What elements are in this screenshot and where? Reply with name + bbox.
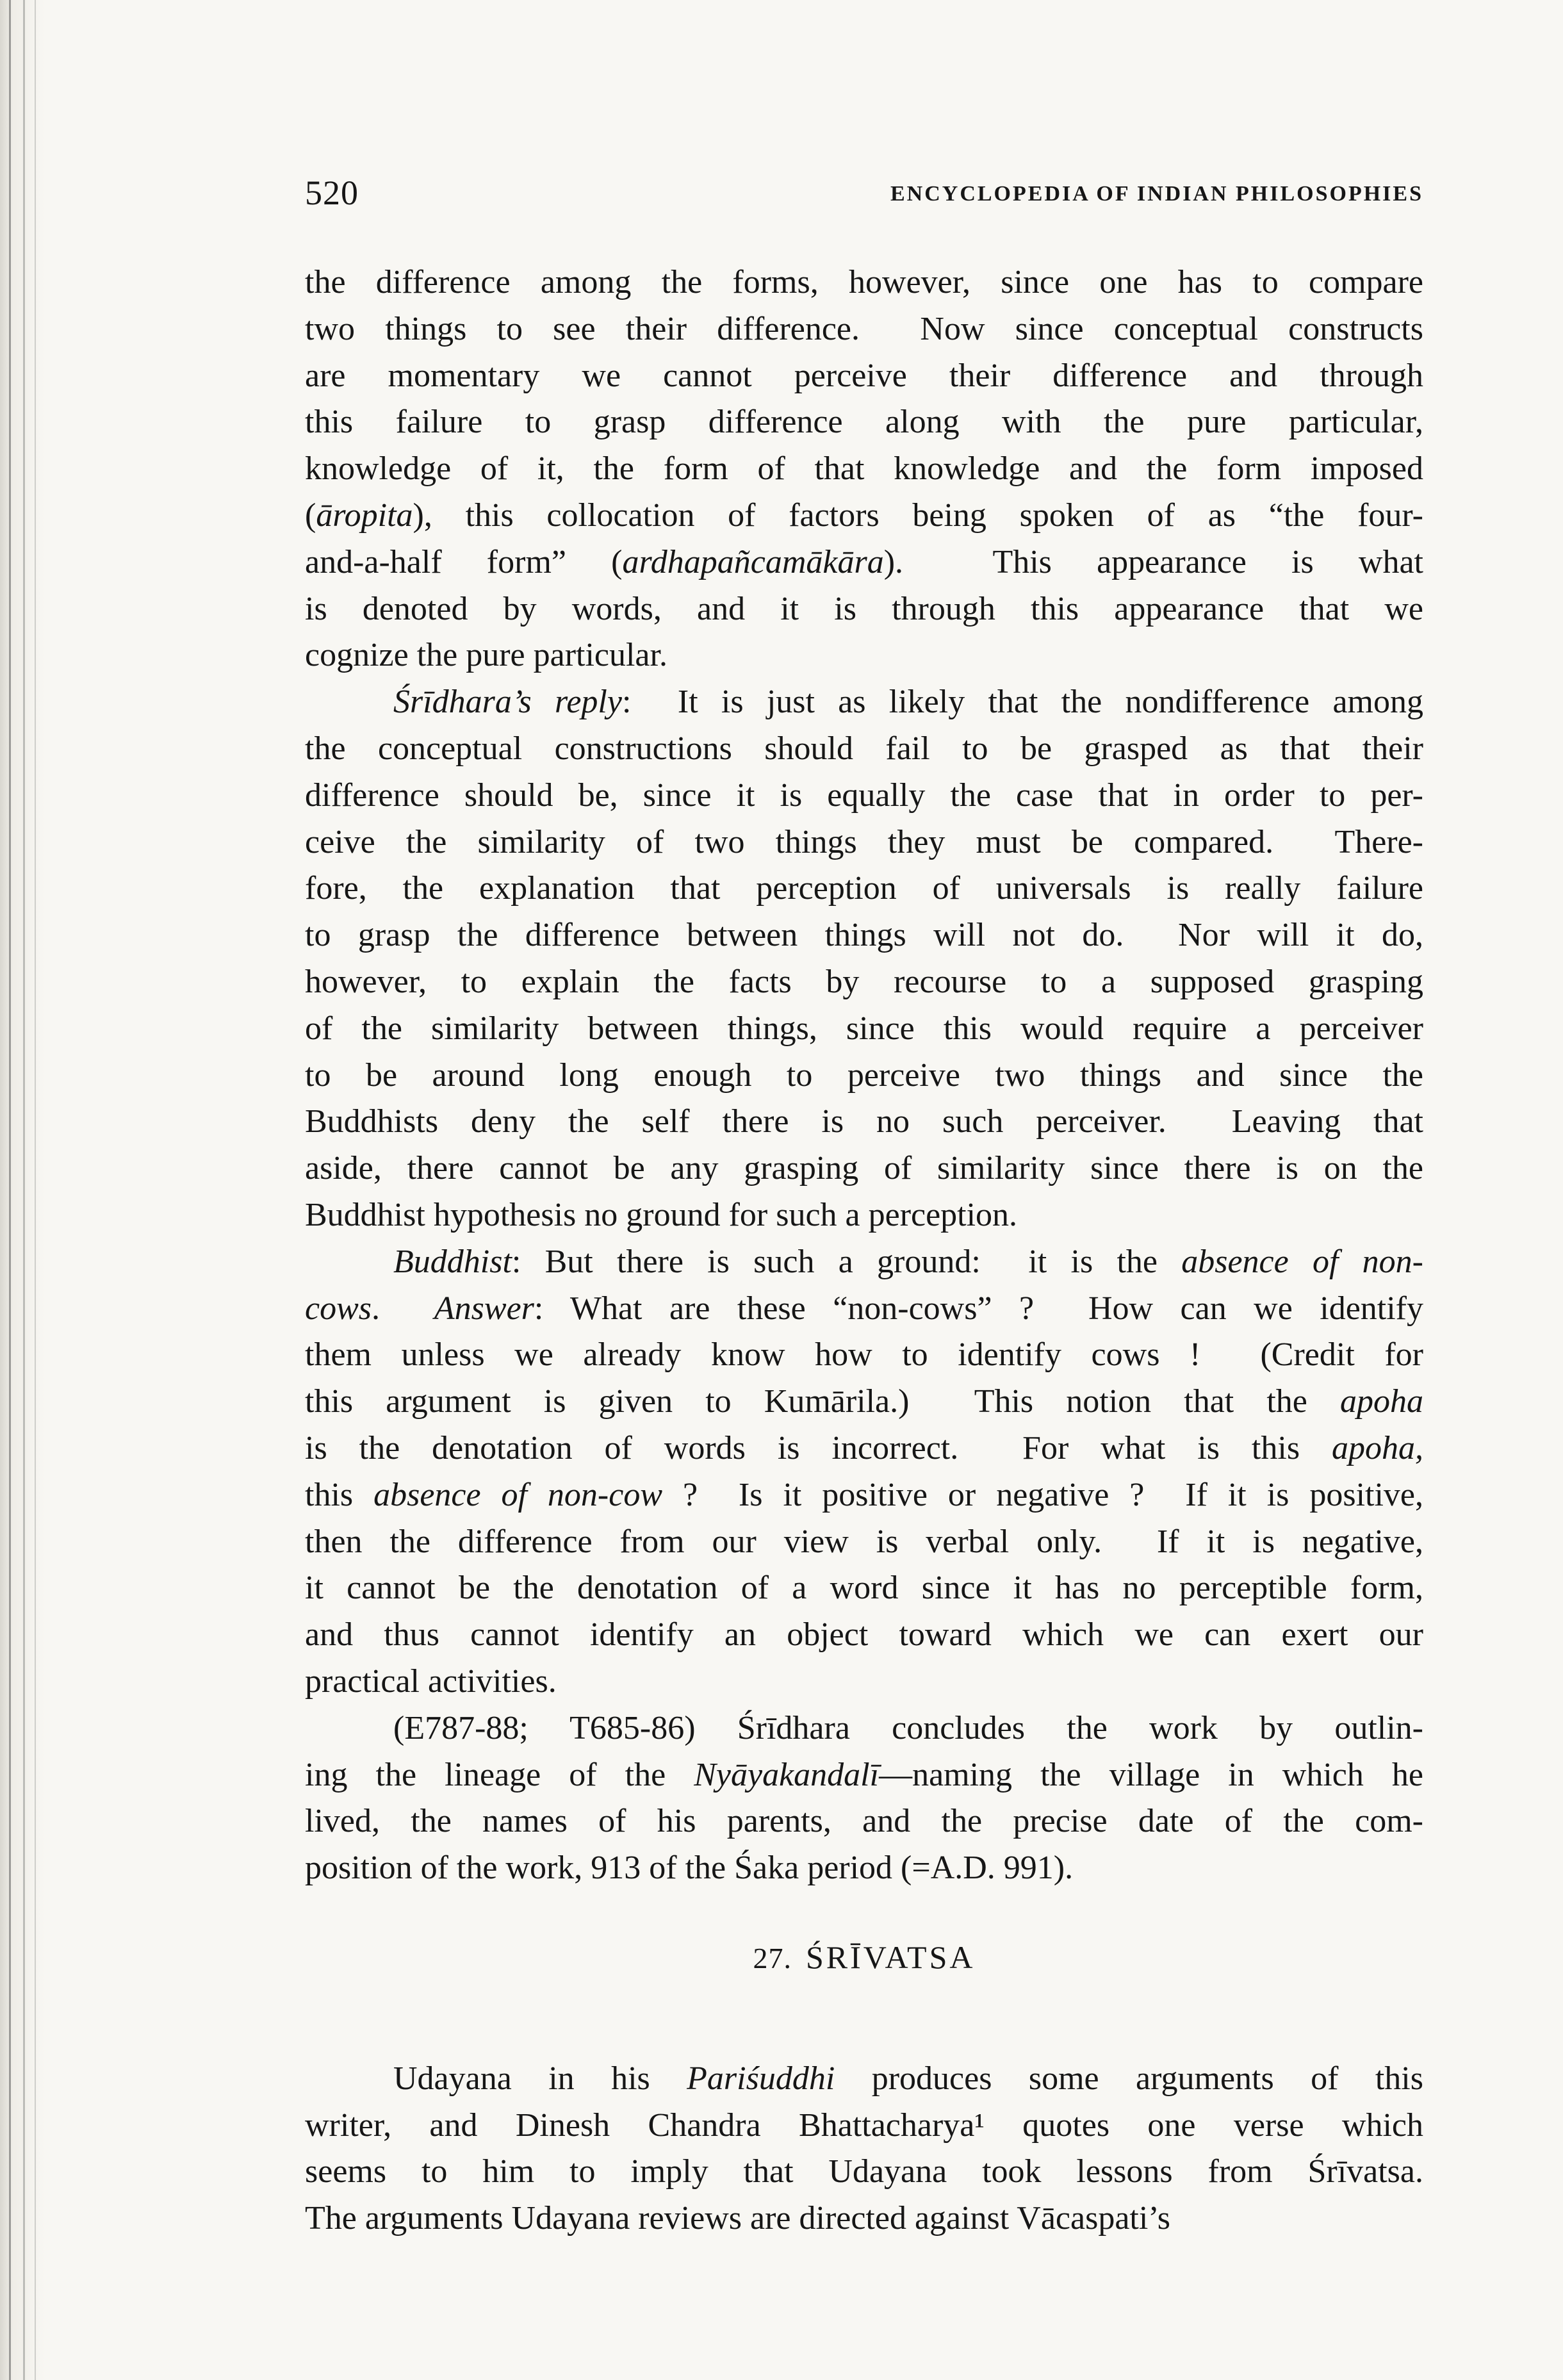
text-segment: (E787-88; T685-86) Śrīdhara concludes the work by outlin- <box>393 1709 1423 1746</box>
text-segment: . <box>372 1290 434 1327</box>
text-line <box>305 1192 1423 1239</box>
text-segment: : What are these “non-cows” ? How can we identify <box>534 1290 1423 1327</box>
text-segment: the difference among the forms, however, since one has to compare <box>305 264 1423 300</box>
text-line <box>305 1379 1423 1425</box>
text-segment: The arguments Udayana reviews are directed against Vācaspati’s <box>305 2200 1170 2237</box>
italic-text: Answer <box>434 1290 534 1327</box>
text-segment: ceive the similarity of two things they must be compared. There- <box>305 823 1423 860</box>
main-text <box>305 259 1423 1892</box>
text-segment: ( <box>305 497 316 534</box>
text-segment: to grasp the difference between things will not do. Nor will it do, <box>305 917 1423 954</box>
running-head: ENCYCLOPEDIA OF INDIAN PHILOSOPHIES <box>890 182 1423 206</box>
text-line <box>305 1145 1423 1192</box>
text-segment: is the denotation of words is incorrect. For what is this <box>305 1429 1332 1466</box>
text-segment: Buddhist hypothesis no ground for such a perception. <box>305 1196 1018 1233</box>
text-segment: position of the work, 913 of the Śaka period (=A.D. 991). <box>305 1850 1074 1887</box>
text-segment: however, to explain the facts by recourse to a supposed grasping <box>305 963 1423 1000</box>
text-segment: Buddhists deny the self there is no such perceiver. Leaving that <box>305 1103 1423 1140</box>
paragraph <box>305 1239 1423 1705</box>
italic-text: Pariśuddhi <box>687 2060 835 2097</box>
text-line <box>305 1006 1423 1053</box>
italic-text: absence of non- <box>1181 1243 1423 1280</box>
text-line <box>305 1053 1423 1099</box>
section-text <box>305 2056 1423 2242</box>
text-segment: —naming the village in which he <box>879 1756 1423 1793</box>
text-line <box>305 1565 1423 1612</box>
text-line <box>305 2056 1423 2103</box>
text-line <box>305 819 1423 866</box>
text-line <box>305 1519 1423 1566</box>
body-text <box>305 259 1423 2242</box>
italic-text: Buddhist <box>393 1243 512 1280</box>
text-segment: the conceptual constructions should fail to be grasped as that their <box>305 730 1423 767</box>
text-segment: ing the lineage of the <box>305 1756 694 1793</box>
text-line <box>305 1286 1423 1333</box>
binding-line <box>9 0 11 2380</box>
text-line <box>305 1705 1423 1752</box>
text-line <box>305 2195 1423 2242</box>
italic-text: absence of non-cow <box>373 1476 663 1513</box>
text-line <box>305 493 1423 539</box>
text-segment: it cannot be the denotation of a word since it has no perceptible form, <box>305 1570 1423 1607</box>
text-segment: seems to him to imply that Udayana took lessons from Śrīvatsa. <box>305 2153 1423 2190</box>
text-line <box>305 2103 1423 2149</box>
text-segment: practical activities. <box>305 1662 557 1700</box>
text-segment: this argument is given to Kumārila.) This notion that the <box>305 1383 1340 1420</box>
text-line <box>305 773 1423 819</box>
text-segment: knowledge of it, the form of that knowledge and the form imposed <box>305 450 1423 488</box>
text-line <box>305 1845 1423 1892</box>
text-segment: ). This appearance is what <box>883 543 1423 580</box>
text-segment: are momentary we cannot perceive their difference and through <box>305 357 1423 394</box>
text-segment: them unless we already know how to identify cows ! (Credit for <box>305 1336 1423 1374</box>
text-line <box>305 866 1423 912</box>
text-line <box>305 1239 1423 1286</box>
text-segment: fore, the explanation that perception of universals is really failure <box>305 870 1423 907</box>
binding-line <box>35 0 36 2380</box>
section-heading <box>305 1934 1423 1980</box>
section-number: 27. <box>753 1941 792 1974</box>
text-segment: Udayana in his <box>393 2060 687 2097</box>
binding-shadow <box>0 0 45 2380</box>
text-segment: difference should be, since it is equally the case that in order to per- <box>305 776 1423 814</box>
text-line <box>305 399 1423 446</box>
text-segment: of the similarity between things, since this would require a perceiver <box>305 1010 1423 1047</box>
italic-text: Śrīdhara’s reply <box>393 684 622 721</box>
text-line <box>305 632 1423 679</box>
paragraph <box>305 2056 1423 2242</box>
italic-text: apoha <box>1340 1383 1423 1420</box>
text-line <box>305 726 1423 773</box>
text-line <box>305 1425 1423 1472</box>
text-line <box>305 1659 1423 1705</box>
text-segment: and thus cannot identify an object toward which we can exert our <box>305 1616 1423 1654</box>
paragraph <box>305 1705 1423 1892</box>
text-segment: writer, and Dinesh Chandra Bhattacharya¹ quotes one verse which <box>305 2106 1423 2144</box>
text-segment: then the difference from our view is verbal only. If it is negative, <box>305 1523 1423 1560</box>
text-line <box>305 306 1423 353</box>
text-segment: two things to see their difference. Now since conceptual constructs <box>305 310 1423 347</box>
text-segment: this <box>305 1476 374 1513</box>
text-segment: lived, the names of his parents, and the precise date of the com- <box>305 1803 1423 1840</box>
text-line <box>305 679 1423 726</box>
text-segment: aside, there cannot be any grasping of similarity since there is on the <box>305 1150 1423 1187</box>
text-line <box>305 912 1423 959</box>
text-line <box>305 1099 1423 1145</box>
italic-text: āropita <box>316 497 413 534</box>
text-segment: is denoted by words, and it is through this appearance that we <box>305 590 1423 627</box>
text-line <box>305 353 1423 400</box>
text-line <box>305 959 1423 1006</box>
text-segment: and-a-half form” ( <box>305 543 623 580</box>
text-line <box>305 446 1423 493</box>
text-line <box>305 1472 1423 1519</box>
italic-text: Nyāyakandalī <box>694 1756 880 1793</box>
page-header <box>305 173 1423 218</box>
text-line <box>305 2149 1423 2195</box>
text-line <box>305 1752 1423 1799</box>
italic-text: cows <box>305 1290 372 1327</box>
text-segment: to be around long enough to perceive two things and since the <box>305 1056 1423 1094</box>
text-segment: ), this collocation of factors being spoken of as “the four- <box>413 497 1423 534</box>
paragraph <box>305 679 1423 1239</box>
text-line <box>305 259 1423 306</box>
text-line <box>305 586 1423 633</box>
text-segment: produces some arguments of this <box>835 2060 1423 2097</box>
text-line <box>305 1612 1423 1659</box>
binding-line <box>23 0 25 2380</box>
italic-text: ardhapañcamākāra <box>622 543 884 580</box>
text-segment: : But there is such a ground: it is the <box>511 1243 1182 1280</box>
section-title: ŚRĪVATSA <box>806 1939 976 1975</box>
italic-text: apoha, <box>1332 1429 1423 1466</box>
text-line <box>305 1332 1423 1379</box>
paragraph <box>305 259 1423 679</box>
text-line <box>305 1798 1423 1845</box>
text-line <box>305 539 1423 586</box>
text-segment: ? Is it positive or negative ? If it is positive, <box>662 1476 1423 1513</box>
text-segment: cognize the pure particular. <box>305 637 667 674</box>
text-segment: : It is just as likely that the nondifference among <box>621 684 1423 721</box>
page-number: 520 <box>305 174 359 212</box>
text-segment: this failure to grasp difference along with the pure particular, <box>305 404 1423 441</box>
